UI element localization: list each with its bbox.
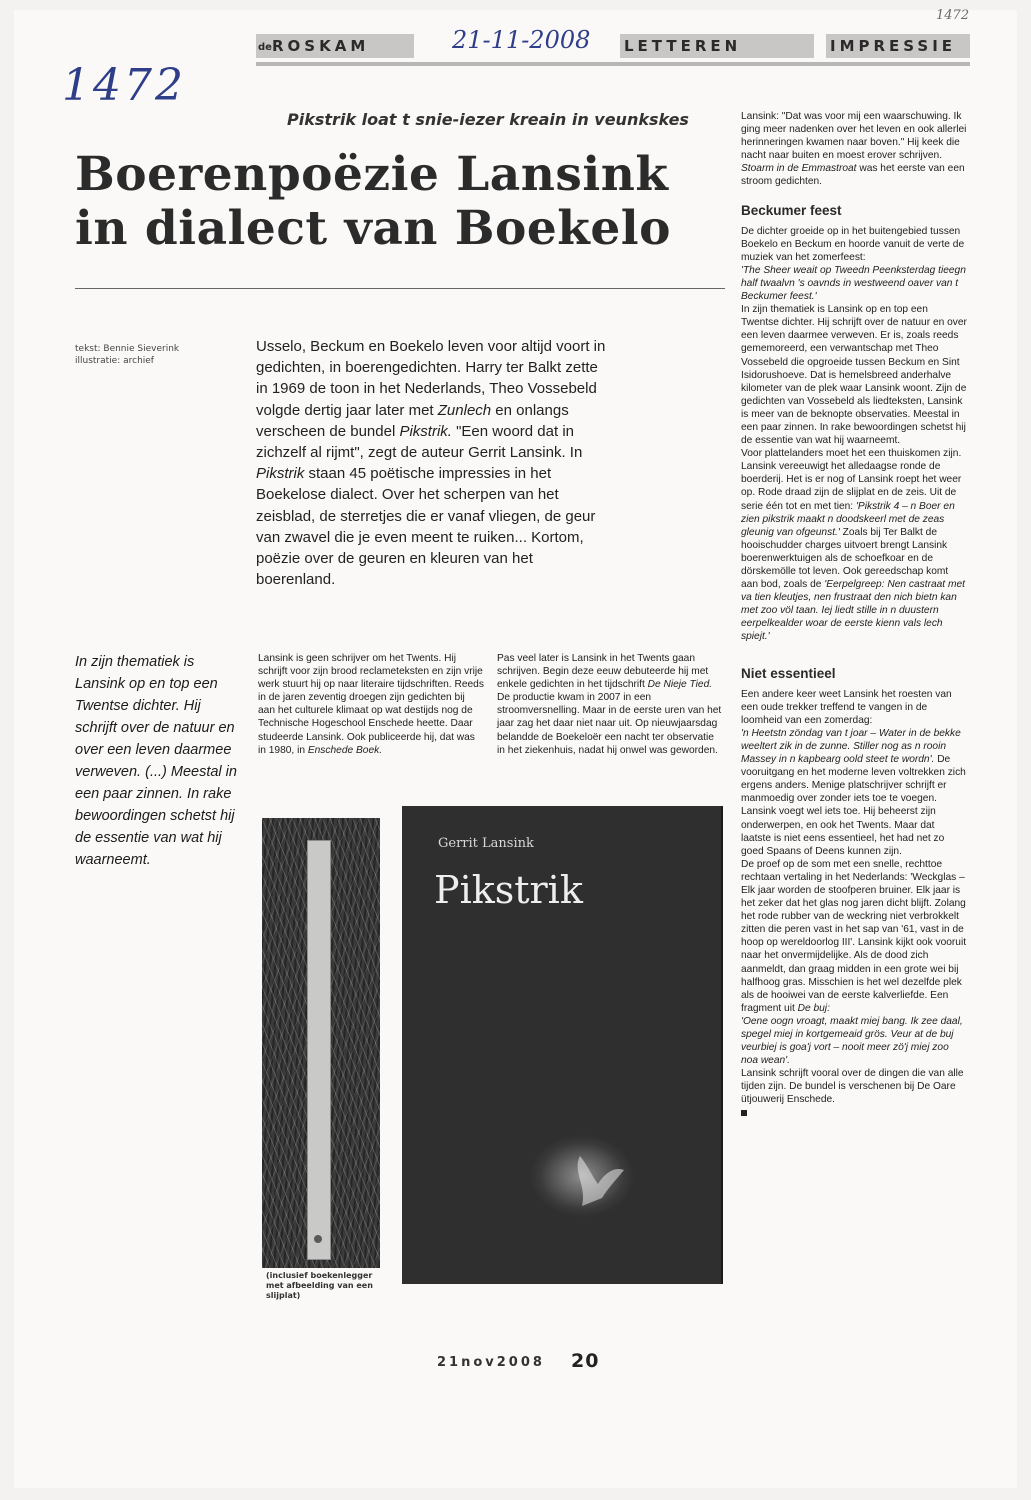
end-of-article-square (741, 1110, 747, 1116)
image-caption: (inclusief boekenlegger met afbeelding van een slijplat) (266, 1271, 373, 1300)
article-intro: Usselo, Beckum en Boekelo leven voor altijd voort in gedichten, in boerengedichten. Harry ter Balkt zette in 1969 de toon in het Nederlands, Theo Vossebeld volgde dertig jaar later met Zunlech en onlangs verscheen de bundel Pikstrik. "Een woord dat in zichzelf al rijmt", zegt de auteur Gerrit Lansink. In Pikstrik staan 45 poëtische impressies in het Boekelose dialect. Over het scherpen van het zeisblad, de sterretjes die er vanaf vliegen, de geur van zwavel die je even meent te ruiken... Kortom, poëzie over de geuren en kleuren van het boerenland. (256, 338, 606, 589)
subheading-niet-essentieel: Niet essentieel (741, 665, 836, 681)
right-paragraph-1: De dichter groeide op in het buitengebied tussen Boekelo en Beckum en hoorde vanuit de verte de muziek van het zomerfeest: (741, 225, 965, 263)
section-impressie: IMPRESSIE (830, 37, 957, 55)
body-column-2: Pas veel later is Lansink in het Twents gaan schrijven. Begin deze eeuw debuteerde hij met enkele gedichten in het tijdschrift De Nieje Tied. De productie kwam in 2007 in een stroomversnelling. Maar in de eerste uren van het jaar zag het daar niet naar uit. Op nieuwjaarsdag belandde de Boekeloër een nacht ter observatie in het ziekenhuis, nadat hij onwel was geworden. (497, 653, 722, 756)
body-column-right (741, 110, 967, 1120)
right-quote-5: 'Oene oogn vroagt, maakt miej bang. Ik zee daal, spegel miej in kortgemeaid grös. Veur at de buj veurbiej is goa'j vort – nooit meer zö'j miej zoo noa wean'. (741, 1015, 963, 1067)
article-headline (75, 148, 725, 256)
article-credits (75, 343, 179, 367)
book-cover-image (402, 806, 723, 1284)
brand-name: ROSKAM (272, 37, 370, 55)
article-kicker: Pikstrik loat t snie-iezer kreain in veunkskes (287, 110, 689, 129)
header-bar-letteren (620, 34, 814, 58)
bookmark-image (262, 818, 380, 1268)
brand-small: de (258, 42, 272, 53)
right-quote-4: 'n Heetstn zöndag van t joar – Water in de bekke weeltert zik in de zunne. Stiller nog as n rooin Massey in n kapbearg oold steet te wordn'. De vooruitgang en het moderne leven voltrekken zich ergens anders. Menige platschrijver schrijft er manmoedig over zonder iets toe te voegen. Lansink voegt wel iets toe. Hij beheerst zijn onderwerpen, en ook het Twents. Maar dat laatste is niet eens essentieel, het had net zo goed Spaans of Deens kunnen zijn. (741, 727, 966, 857)
headline-line-1: Boerenpoëzie Lansink (75, 147, 669, 202)
credit-tekst: tekst: Bennie Sieverink (75, 344, 180, 354)
slijplat-shape (307, 840, 331, 1260)
page-number: 20 (571, 1350, 600, 1372)
right-paragraph-5: De proef op de som met een snelle, rechttoe rechtaan vertaling in het Nederlands: 'Weckglas – Elk jaar worden de stoofperen bruiner. Elk jaar is het zeker dat het glas nog jaren dicht blijft. Zolang het rode rubber van de weckring niet verbrokkelt zitten die peren vast in het sap van '61, vast in de hoop op wereldoorlog III'. Lansink kijkt ook vooruit naar het onvermijdelijke. Als de dood zich aanmeldt, dan graag midden in een grote wei bij halfhoog gras. Misschien is het wel dezelfde plek als de hooiwei van de eerste kalverliefde. Een fragment uit De buj: (741, 858, 967, 1014)
right-paragraph-2: In zijn thematiek is Lansink op en top een Twentse dichter. Hij schrijft over de natuur en over een leven daarmee verweven. Er is, zoals reeds gememoreerd, een verwantschap met Theo Vossebeld die opgroeide tussen Beckum en Sint Isidorushoeve. Dat is hemelsbreed anderhalve kilometer van de plek waar Lansink woont. Zijn de gedichten van Vossebeld als liedteksten, Lansink is meer van de beknopte observaties. Meestal in een paar zinnen. In rake bewoordingen schetst hij de essentie van wat hij waarneemt. (741, 304, 967, 447)
right-quote-1: 'The Sheer weait op Tweedn Peenksterdag tieegn half twaalvn 's oavnds in westweend oaver van t Beckumer feest.' (741, 264, 966, 303)
credit-illustratie: illustratie: archief (75, 356, 154, 366)
right-paragraph-6: Lansink schrijft vooral over de dingen die van alle tijden zijn. De bundel is verschenen bij De Oare ütjouwerij Enschede. (741, 1068, 964, 1106)
right-paragraph-3: Voor plattelanders moet het een thuiskomen zijn. Lansink vereeuwigt het alledaagse ronde de boerderij. Het is er nog of Lansink roept het weer op. Rode draad zijn de slijplat en de zeis. Uit de serie één tot en met tien: 'Pikstrik 4 – n Boer en zien pikstrik maakt n doodskeerl met de zeas gleunig van ofgeunst.' Zoals bij Ter Balkt de hooischudder charges uitvoert brengt Lansink boerenwerktuigen als de schoefkoar en de dörskemölle tot leven. Ook gereedschap komt aan bod, zoals de 'Eerpelgreep: Nen castraat met va tien kleutjes, nen frustraat den nich bietn kan met zoo völ taan. Iej liedt stille in n duustern eerpelkealder woar de eerste kienn vals lech spiejt.' (741, 448, 965, 643)
subheading-beckumer-feest: Beckumer feest (741, 202, 842, 218)
right-paragraph-4: Een andere keer weet Lansink het roesten van een oude trekker treffend te vangen in de loomheid van een zomerdag: (741, 688, 952, 726)
header-bar-impressie (826, 34, 970, 58)
slijplat-hole (314, 1235, 322, 1243)
handwritten-corner-note: 1472 (936, 8, 970, 23)
handwritten-date: 21-11-2008 (452, 26, 591, 54)
book-cover-title: Pikstrik (434, 868, 583, 912)
headline-rule (75, 288, 725, 289)
right-paragraph-0: Lansink: "Dat was voor mij een waarschuwing. Ik ging meer nadenken over het leven en ook allerlei herinneringen kwamen naar boven." Hij keek die nacht naar buiten en moest erover schrijven. Stoarm in de Emmastroat was het eerste van een stroom gedichten. (741, 111, 967, 188)
book-cover-author: Gerrit Lansink (438, 836, 534, 851)
pull-quote: In zijn thematiek is Lansink op en top een Twentse dichter. Hij schrijft over de natuur en over een leven daarmee verweven. (...) Meestal in een paar zinnen. In rake bewoordingen schetst hij de essentie van wat hij waarneemt. (75, 654, 237, 868)
header-bar-roskam (256, 34, 414, 58)
footer-date: 21nov2008 (437, 1355, 545, 1370)
headline-line-2: in dialect van Boekelo (75, 201, 671, 256)
book-cover-figure (552, 1136, 642, 1216)
section-letteren: LETTEREN (624, 37, 742, 55)
header-rule (256, 62, 970, 66)
body-column-1: Lansink is geen schrijver om het Twents. Hij schrijft voor zijn brood reclameteksten en zijn vrije werk stuurt hij op naar literaire tijdschriften. Reeds in de jaren zeventig droegen zijn gedichten bij aan het culturele klimaat op wat destijds nog de Technische Hogeschool Enschede heette. Daar studeerde Lansink. Ook publiceerde hij, dat was in 1980, in Enschede Boek. (258, 653, 484, 756)
handwritten-archive-number: 1472 (62, 60, 186, 111)
